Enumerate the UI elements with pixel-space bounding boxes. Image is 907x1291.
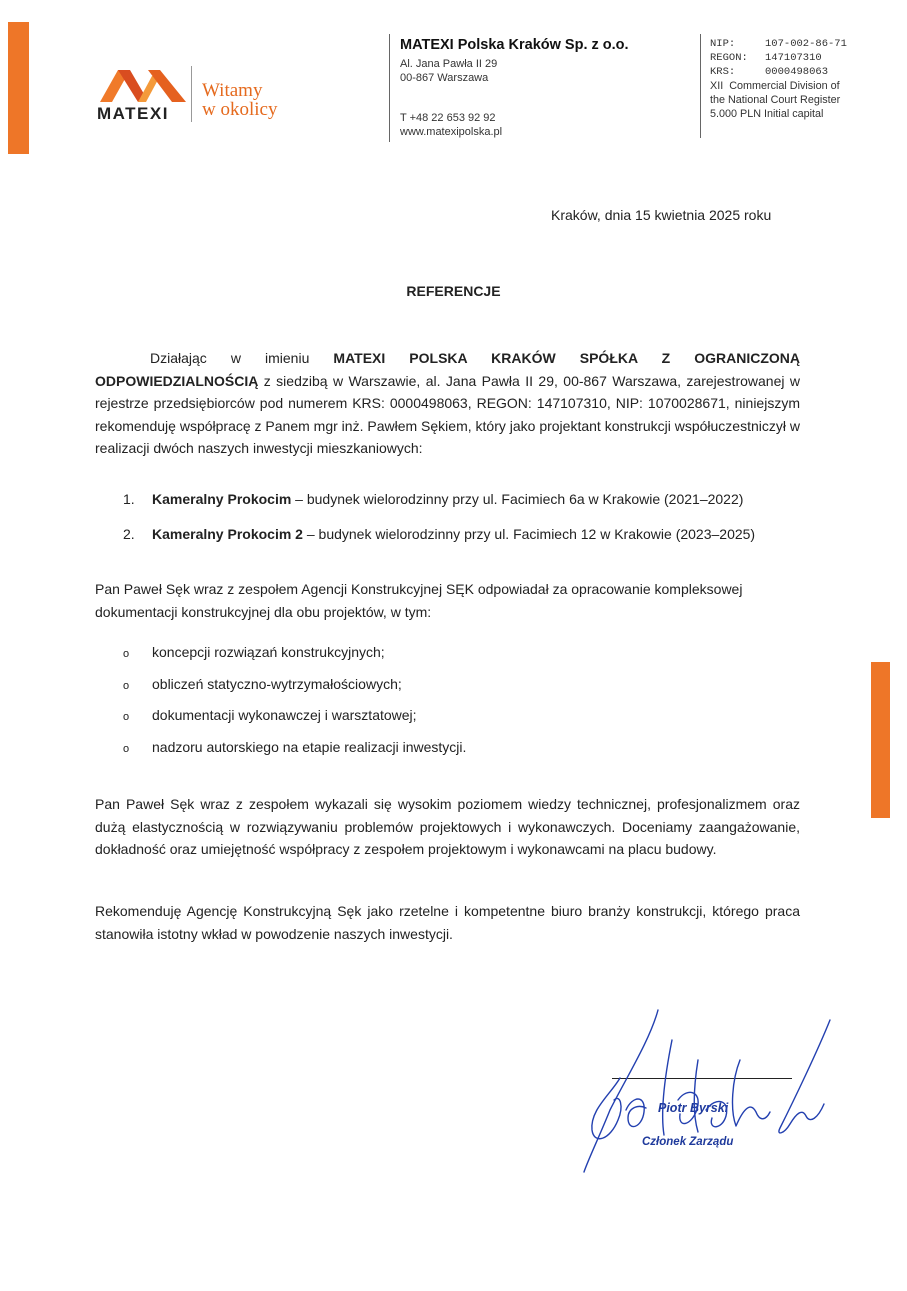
capital-line: 5.000 PLN Initial capital bbox=[710, 108, 824, 120]
krs-label: KRS: bbox=[710, 66, 736, 78]
regon-value: 147107310 bbox=[765, 52, 822, 64]
address-line: Al. Jana Pawła II 29 bbox=[400, 58, 498, 70]
company-info bbox=[400, 37, 629, 139]
address-line: 00-867 Warszawa bbox=[400, 72, 489, 84]
matexi-logo-mark-icon bbox=[100, 64, 186, 102]
orange-accent-bar-left bbox=[8, 22, 29, 154]
document-title: REFERENCJE bbox=[406, 283, 501, 299]
bullet-icon: o bbox=[123, 648, 130, 660]
list-item: o obliczeń statyczno-wytrzymałościowych; bbox=[123, 676, 466, 708]
scope-paragraph: Pan Paweł Sęk wraz z zespołem Agencji Konstrukcyjnej SĘK odpowiadał za opracowanie kompleksowej dokumentacji konstrukcyjnej dla obu projektów, w tym: bbox=[95, 581, 743, 620]
list-item: 2. Kameralny Prokocim 2 – budynek wielorodzinny przy ul. Facimiech 12 w Krakowie (2023–2025) bbox=[123, 525, 756, 542]
website-link[interactable]: www.matexipolska.pl bbox=[400, 126, 503, 138]
krs-value: 0000498063 bbox=[765, 66, 829, 78]
header-divider bbox=[389, 34, 390, 142]
bullet-icon: o bbox=[123, 742, 130, 755]
list-item: o nadzoru autorskiego na etapie realizacji inwestycji. bbox=[123, 739, 466, 771]
regon-label: REGON: bbox=[710, 52, 748, 64]
register-line: the National Court Register bbox=[710, 94, 841, 106]
recommendation-paragraph: Rekomenduję Agencję Konstrukcyjną Sęk jako rzetelne i kompetentne biuro branży konstrukcji, którego praca stanowiła istotny wkład w powodzenie naszych inwestycji. bbox=[95, 903, 800, 942]
logo-tagline: Witamy w okolicy bbox=[202, 80, 278, 120]
logo-divider bbox=[191, 66, 192, 122]
handwritten-signature-icon bbox=[580, 1000, 840, 1180]
bullet-icon: o bbox=[123, 711, 130, 723]
register-line: XII Commercial Division of bbox=[710, 80, 840, 92]
nip-label: NIP: bbox=[710, 38, 736, 50]
list-item: o koncepcji rozwiązań konstrukcyjnych; bbox=[123, 644, 466, 676]
project-list bbox=[123, 488, 803, 557]
registry-info bbox=[710, 37, 847, 121]
phone-number: T +48 22 653 92 92 bbox=[400, 112, 496, 124]
signatory-role: Członek Zarządu bbox=[642, 1136, 734, 1148]
logo-wordmark: MATEXI bbox=[97, 104, 169, 123]
company-name: MATEXI Polska Kraków Sp. z o.o. bbox=[400, 37, 629, 53]
scope-list bbox=[123, 644, 466, 770]
bullet-icon: o bbox=[123, 679, 130, 692]
project-name: Kameralny Prokocim bbox=[152, 491, 292, 507]
list-item: o dokumentacji wykonawczej i warsztatowej; bbox=[123, 707, 466, 739]
project-name: Kameralny Prokocim 2 bbox=[152, 525, 303, 542]
intro-paragraph: Działając w imieniu MATEXI POLSKA KRAKÓW SPÓŁKA Z OGRANICZONĄ ODPOWIEDZIALNOŚCIĄ z siedzibą w Warszawie, al. Jana Pawła II 29, 00-867 Warszawa, zarejestrowanej w rejestrze przedsiębiorców pod numerem KRS: 0000498063, REGON: 147107310, NIP: 1070028671, niniejszym rekomenduję współpracę z Panem mgr inż. Pawłem Sękiem, który jako projektant konstrukcji współuczestniczył w realizacji dwóch naszych inwestycji mieszkaniowych: bbox=[95, 350, 800, 456]
evaluation-paragraph: Pan Paweł Sęk wraz z zespołem wykazali się wysokim poziomem wiedzy technicznej, profesjonalizmem oraz dużą elastycznością w rozwiązywaniu problemów projektowych i wykonawczych. Doceniamy zaangażowanie, dokładność oraz umiejętność współpracy z zespołem projektowym i wykonawcami na placu budowy. bbox=[95, 796, 800, 857]
nip-value: 107-002-86-71 bbox=[765, 38, 847, 50]
header-divider bbox=[700, 34, 701, 138]
matexi-logo bbox=[95, 64, 295, 126]
company-full-name: MATEXI POLSKA KRAKÓW SPÓŁKA Z OGRANICZONĄ ODPOWIEDZIALNOŚCIĄ bbox=[95, 350, 800, 389]
orange-accent-bar-right bbox=[871, 662, 890, 818]
list-item: 1. Kameralny Prokocim – budynek wielorodzinny przy ul. Facimiech 6a w Krakowie (2021–2022) bbox=[123, 491, 744, 507]
signatory-name: Piotr Byrski bbox=[658, 1101, 729, 1115]
document-date: Kraków, dnia 15 kwietnia 2025 roku bbox=[551, 207, 772, 223]
